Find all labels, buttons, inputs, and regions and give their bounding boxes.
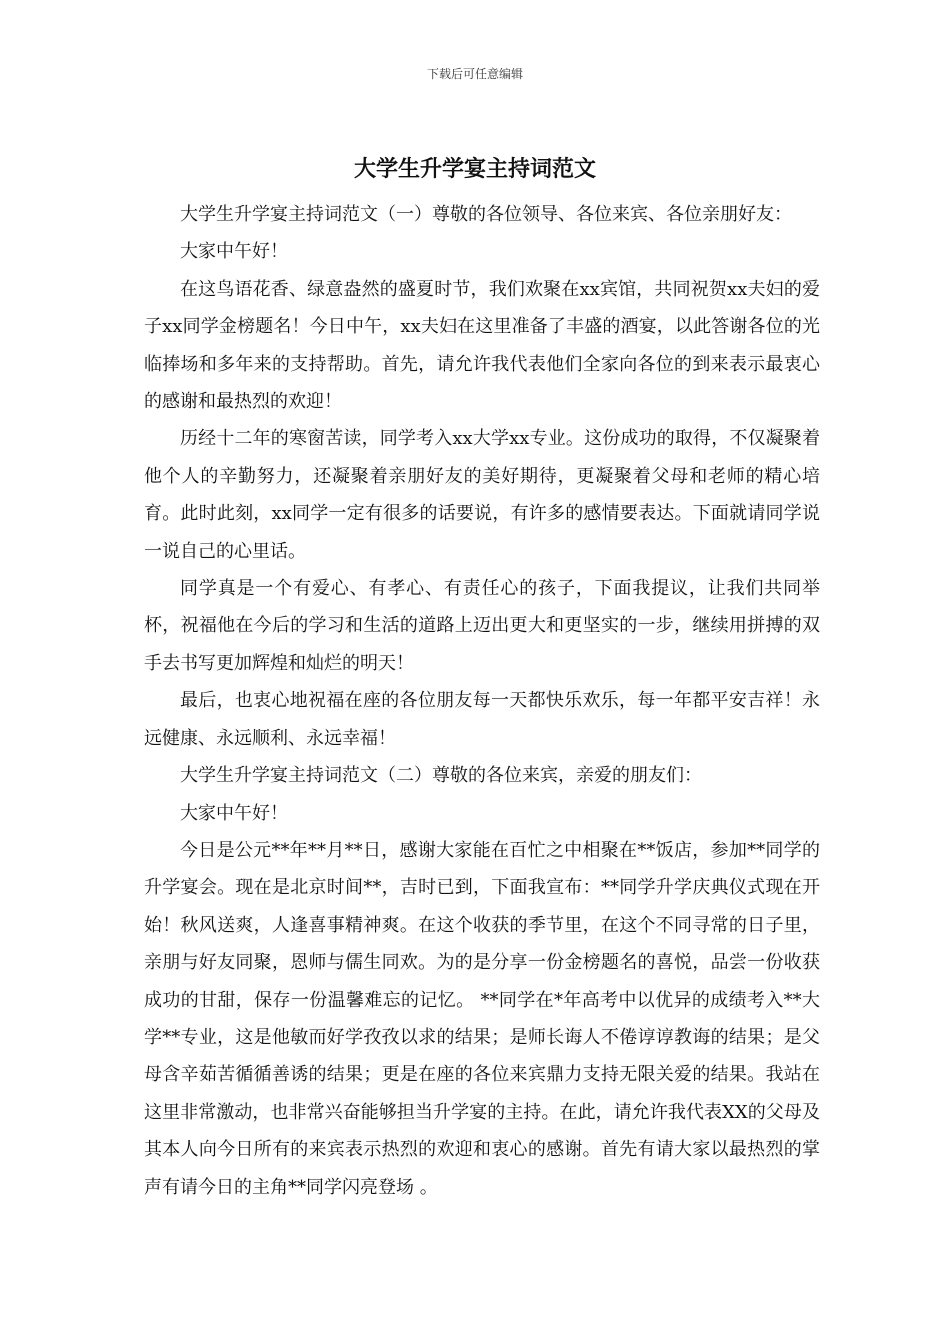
document-title: 大学生升学宴主持词范文 <box>353 157 596 182</box>
paragraph-5: 同学真是一个有爱心、有孝心、有责任心的孩子，下面我提议，让我们共同举杯，祝福他在今后的学习和生活的道路上迈出更大和更坚实的一步，继续用拼搏的双手去书写更加辉煌和灿烂的明天！ <box>144 578 820 674</box>
paragraph-6: 最后，也衷心地祝福在座的各位朋友每一天都快乐欢乐，每一年都平安吉祥！永远健康、永远顺利、永远幸福！ <box>144 690 820 749</box>
paragraph-2: 大家中午好！ <box>180 241 288 263</box>
paragraph-4: 历经十二年的寒窗苦读，同学考入xx大学xx专业。这份成功的取得，不仅凝聚着他个人的辛勤努力，还凝聚着亲朋好友的美好期待，更凝聚着父母和老师的精心培育。此时此刻，xx同学一定有很多的话要说，有许多的感情要表达。下面就请同学说一说自己的心里话。 <box>144 428 820 562</box>
page-header-note: 下载后可任意编辑 <box>426 67 523 81</box>
paragraph-1: 大学生升学宴主持词范文（一）尊敬的各位领导、各位来宾、各位亲朋好友： <box>180 204 792 225</box>
document-body <box>144 196 820 1206</box>
paragraph-8: 大家中午好！ <box>180 802 288 824</box>
paragraph-9: 今日是公元**年**月**日，感谢大家能在百忙之中相聚在**饭店，参加**同学的升学宴会。现在是北京时间**，吉时已到，下面我宣布：**同学升学庆典仪式现在开始！秋风送爽，人逢喜事精神爽。在这个收获的季节里，在这个不同寻常的日子里，亲朋与好友同聚，恩师与儒生同欢。为的是分享一份金榜题名的喜悦，品尝一份收获成功的甘甜，保存一份温馨难忘的记忆。 **同学在*年高考中以优异的成绩考入**大学**专业，这是他敏而好学孜孜以求的结果；是师长诲人不倦谆谆教诲的结果；是父母含辛茹苦循循善诱的结果；更是在座的各位来宾鼎力支持无限关爱的结果。我站在这里非常激动，也非常兴奋能够担当升学宴的主持。在此，请允许我代表XX的父母及其本人向今日所有的来宾表示热烈的欢迎和衷心的感谢。首先有请大家以最热烈的掌声有请今日的主角**同学闪亮登场 。 <box>144 839 820 1198</box>
paragraph-3: 在这鸟语花香、绿意盎然的盛夏时节，我们欢聚在xx宾馆，共同祝贺xx夫妇的爱子xx同学金榜题名！今日中午，xx夫妇在这里准备了丰盛的酒宴，以此答谢各位的光临捧场和多年来的支持帮助。首先，请允许我代表他们全家向各位的到来表示最衷心的感谢和最热烈的欢迎！ <box>144 278 820 413</box>
paragraph-7: 大学生升学宴主持词范文（二）尊敬的各位来宾，亲爱的朋友们： <box>180 765 702 787</box>
